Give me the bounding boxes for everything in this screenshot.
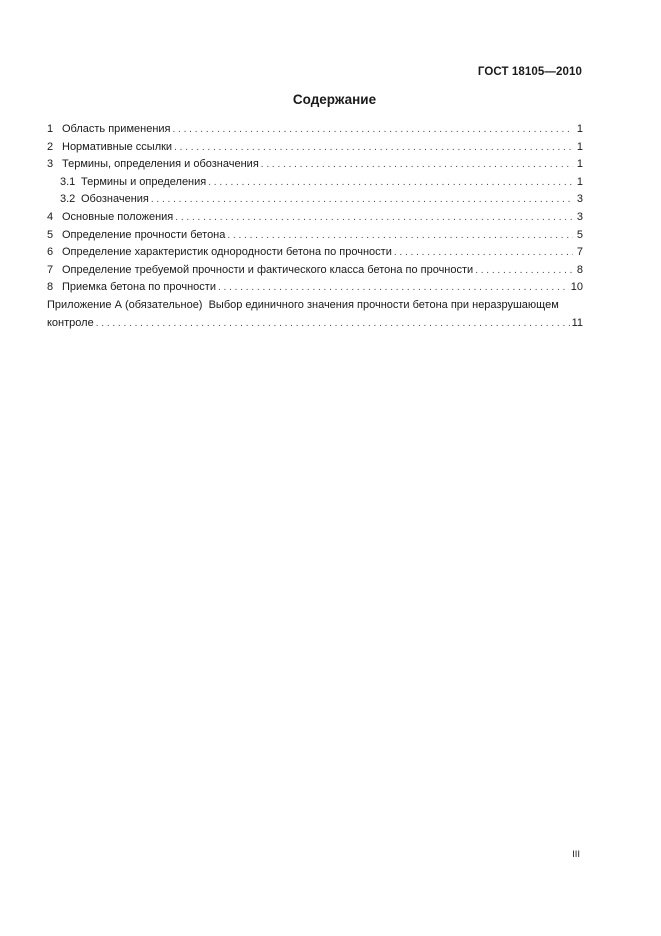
toc-number: 7 [47,263,54,276]
toc-entry-3-1[interactable] [47,174,583,192]
dot-leader [96,315,570,333]
toc-page: 1 [576,140,583,153]
toc-page: 3 [576,193,583,206]
toc-page: 8 [576,263,583,276]
toc-page: 5 [576,228,583,241]
toc-number: 8 [47,281,54,294]
toc-label: Основные положения [62,210,174,223]
dot-leader [218,279,569,297]
toc-label: Нормативные ссылки [62,140,173,153]
toc-number: 1 [47,123,54,135]
toc-page: 1 [576,175,583,188]
toc-page: 11 [571,316,583,329]
toc-page: 1 [576,123,583,135]
page-number: III [572,849,580,860]
dot-leader [173,121,574,139]
toc-entry-1[interactable] [47,121,583,139]
toc-label: Определение требуемой прочности и фактического класса бетона по прочности [62,263,474,276]
toc-label: Определение характеристик однородности бетона по прочности [62,246,392,259]
dot-leader [175,209,573,227]
dot-leader [475,262,573,280]
toc-page: 10 [570,281,583,294]
toc-label: Приложение А (обязательное) Выбор единичного значения прочности бетона при неразрушающем [47,298,559,311]
toc-entry-3[interactable] [47,156,583,174]
page-title: Содержание [292,92,377,107]
toc-page: 3 [576,210,583,223]
toc-page: 7 [576,246,583,259]
dot-leader [227,227,573,245]
document-id: ГОСТ 18105—2010 [477,66,582,78]
toc-number: 6 [47,246,54,259]
toc-entry-2[interactable] [47,139,583,157]
toc-number: 3.1 [60,175,76,188]
toc-entry-4[interactable] [47,209,583,227]
toc-entry-5[interactable] [47,227,583,245]
toc-label: Область применения [62,123,171,135]
table-of-contents [47,121,583,332]
toc-number: 5 [47,228,54,241]
dot-leader [394,244,573,262]
toc-label: Обозначения [81,193,149,206]
dot-leader [174,139,573,157]
dot-leader [151,191,573,209]
toc-entry-8[interactable] [47,279,583,297]
toc-number: 4 [47,210,54,223]
toc-number: 3.2 [60,193,76,206]
toc-number: 2 [47,140,54,153]
dot-leader [261,156,573,174]
toc-label: Определение прочности бетона [62,228,226,241]
toc-entry-appendix-a-line1[interactable] [47,297,583,315]
toc-label: Термины, определения и обозначения [62,158,259,171]
toc-label: Приемка бетона по прочности [62,281,216,294]
dot-leader [208,174,573,192]
toc-label: Термины и определения [81,175,207,188]
toc-entry-3-2[interactable] [47,191,583,209]
toc-page: 1 [576,158,583,171]
toc-entry-6[interactable] [47,244,583,262]
toc-label: контроле [47,316,94,329]
toc-entry-appendix-a-line2[interactable] [47,315,583,333]
toc-number: 3 [47,158,54,171]
toc-entry-7[interactable] [47,262,583,280]
